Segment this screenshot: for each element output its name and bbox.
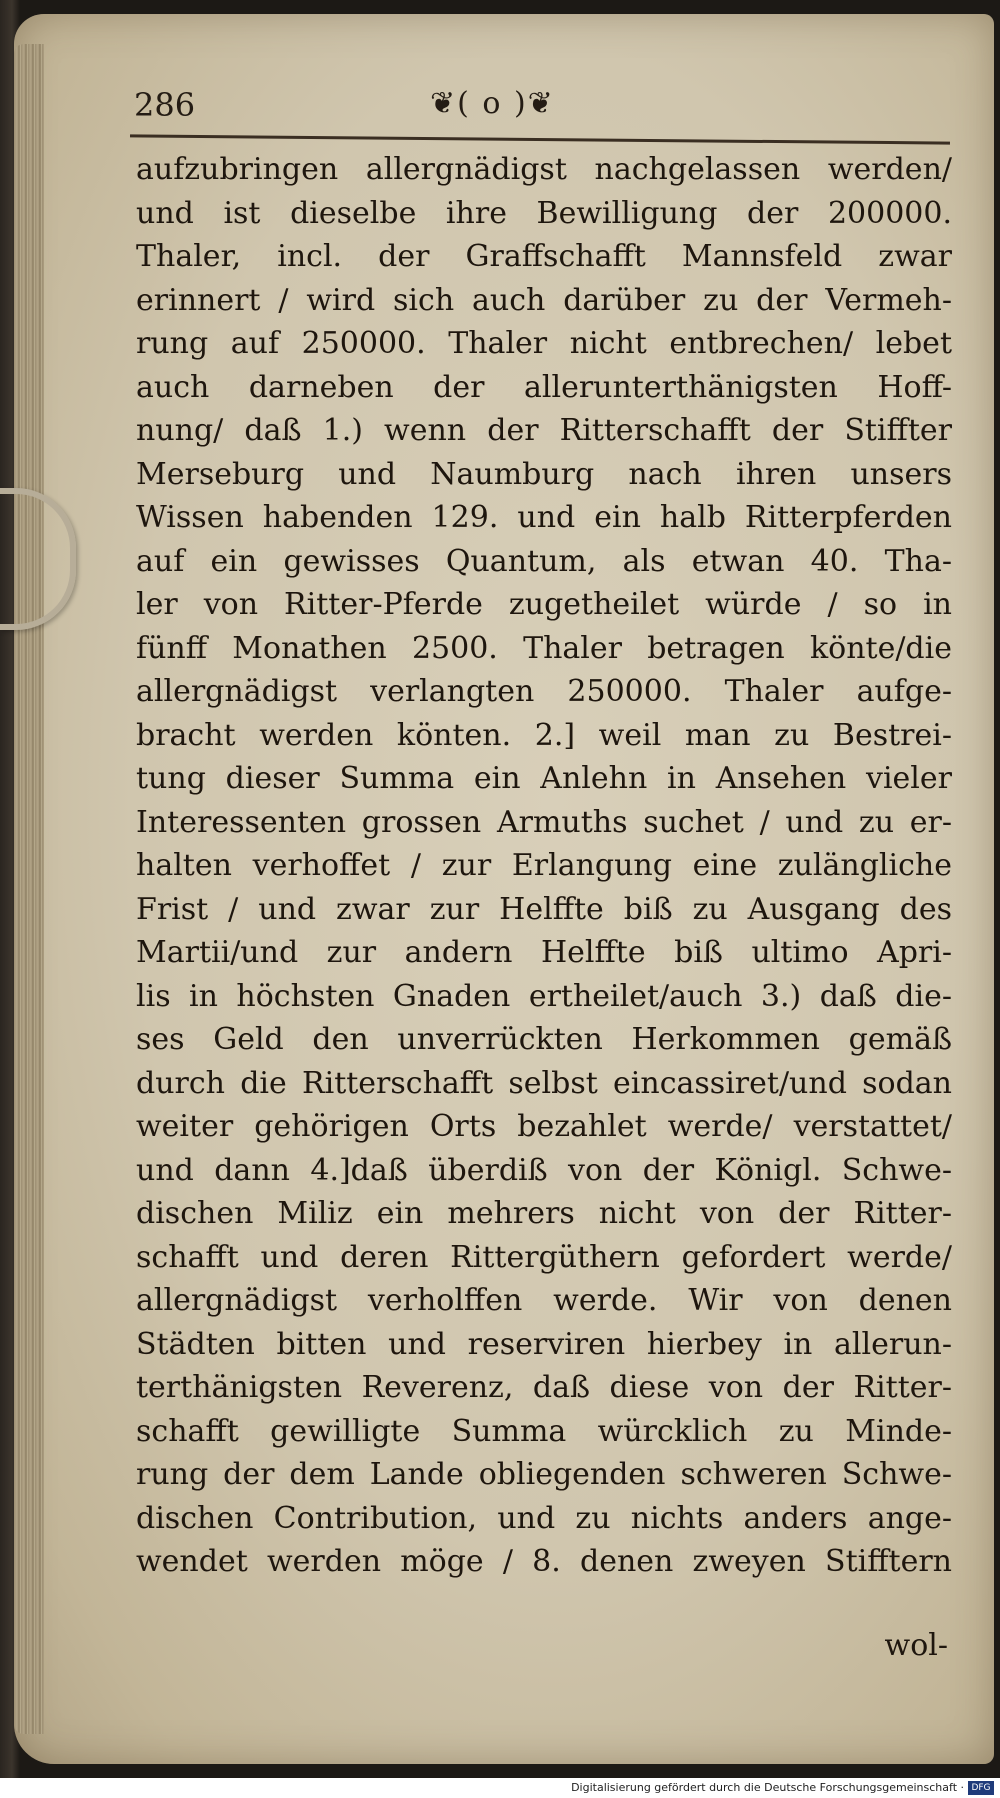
catchword: wol-	[884, 1628, 948, 1663]
text-line: Thaler, incl. der Graffschafft Mannsfeld zwar	[136, 239, 952, 274]
text-line: halten verhoffet / zur Erlangung eine zulängliche	[136, 848, 952, 883]
text-line: rung der dem Lande obliegenden schweren Schwe-	[136, 1457, 952, 1492]
text-line: lis in höchsten Gnaden ertheilet/auch 3.) daß die-	[136, 978, 952, 1014]
text-line: schafft gewilligte Summa würcklich zu Minde-	[136, 1413, 952, 1449]
text-line: ses Geld den unverrückten Herkommen gemäß	[136, 1022, 952, 1057]
text-line: dischen Contribution, und zu nichts anders ange-	[136, 1500, 952, 1536]
text-line: erinnert / wird sich auch darüber zu der Vermeh-	[136, 282, 952, 318]
text-line: dischen Miliz ein mehrers nicht von der Ritter-	[136, 1196, 952, 1231]
page-header	[130, 86, 950, 146]
body-text	[136, 148, 952, 1584]
text-line: Merseburg und Naumburg nach ihren unsers	[136, 456, 952, 492]
text-line: und dann 4.]daß überdiß von der Königl. Schwe-	[136, 1152, 952, 1188]
text-line: aufzubringen allergnädigst nachgelassen werden/	[136, 152, 952, 187]
text-line: ler von Ritter-Pferde zugetheilet würde / so in	[136, 587, 952, 622]
text-line: auch darneben der allerunterthänigsten Hoff-	[136, 369, 952, 405]
text-line: tung dieser Summa ein Anlehn in Ansehen vieler	[136, 761, 952, 796]
text-line: wendet werden möge / 8. denen zweyen Stifftern	[136, 1544, 952, 1579]
text-line: terthänigsten Reverenz, daß diese von der Ritter-	[136, 1370, 952, 1405]
text-line: durch die Ritterschafft selbst eincassiret/und sodan	[136, 1065, 952, 1101]
text-line: auf ein gewisses Quantum, als etwan 40. Tha-	[136, 543, 952, 579]
text-line: allergnädigst verlangten 250000. Thaler aufge-	[136, 674, 952, 709]
running-head-ornament: ❦( o )❦	[430, 86, 555, 121]
page-number: 286	[134, 86, 196, 124]
footer-bar	[0, 1778, 1000, 1798]
text-line: weiter gehörigen Orts bezahlet werde/ verstattet/	[136, 1109, 952, 1144]
text-line: allergnädigst verholffen werde. Wir von denen	[136, 1283, 952, 1318]
text-line: Frist / und zwar zur Helffte biß zu Ausgang des	[136, 891, 952, 927]
header-rule	[130, 134, 950, 144]
page-edge	[14, 44, 44, 1734]
text-line: und ist dieselbe ihre Bewilligung der 200000.	[136, 195, 952, 231]
text-line: Wissen habenden 129. und ein halb Ritterpferden	[136, 500, 952, 535]
digitization-credit: Digitalisierung gefördert durch die Deutsche Forschungsgemeinschaft ·	[571, 1781, 964, 1794]
text-line: Martii/und zur andern Helffte biß ultimo Apri-	[136, 935, 952, 970]
text-line: rung auf 250000. Thaler nicht entbrechen/ lebet	[136, 326, 952, 361]
text-line: Interessenten grossen Armuths suchet / und zu er-	[136, 804, 952, 840]
text-line: fünff Monathen 2500. Thaler betragen könte/die	[136, 630, 952, 666]
dfg-logo: DFG	[968, 1781, 994, 1795]
text-line: nung/ daß 1.) wenn der Ritterschafft der Stiffter	[136, 413, 952, 448]
text-line: Städten bitten und reserviren hierbey in allerun-	[136, 1326, 952, 1362]
text-line: schafft und deren Rittergüthern gefordert werde/	[136, 1239, 952, 1275]
text-line: bracht werden könten. 2.] weil man zu Bestrei-	[136, 717, 952, 753]
